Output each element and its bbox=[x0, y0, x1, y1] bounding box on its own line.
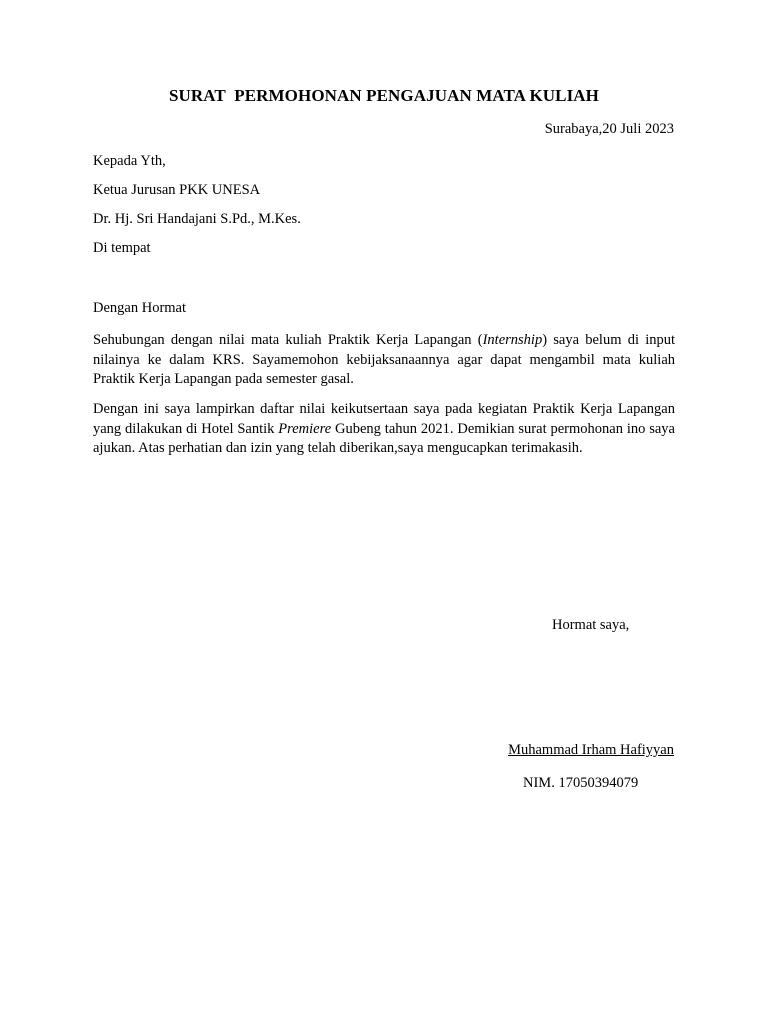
recipient-greeting: Kepada Yth, bbox=[93, 153, 166, 169]
paragraph-2-italic-term: Premiere bbox=[278, 420, 332, 437]
recipient-position: Ketua Jurusan PKK UNESA bbox=[93, 182, 261, 198]
recipient-location: Di tempat bbox=[93, 240, 151, 256]
signer-nim: NIM. 17050394079 bbox=[523, 775, 639, 791]
salutation: Dengan Hormat bbox=[93, 300, 187, 316]
recipient-name: Dr. Hj. Sri Handajani S.Pd., M.Kes. bbox=[93, 211, 301, 227]
paragraph-1-text-start: Sehubungan dengan nilai mata kuliah Praktik Kerja Lapangan ( bbox=[93, 332, 483, 348]
body-paragraph-1 bbox=[93, 331, 675, 390]
letter-title: SURAT PERMOHONAN PENGAJUAN MATA KULIAH bbox=[168, 86, 599, 105]
paragraph-2-text-start: Dengan ini saya lampirkan daftar nilai keikutsertaan saya pada kegiatan Praktik Kerja Lapangan yang dilakukan di Hotel Santik bbox=[93, 401, 675, 437]
place-date: Surabaya,20 Juli 2023 bbox=[544, 121, 674, 137]
body-paragraph-2 bbox=[93, 400, 675, 459]
paragraph-1-text-end: ) saya belum di input nilainya ke dalam KRS. Sayamemohon kebijaksanaannya agar dapat mengambil mata kuliah Praktik Kerja Lapangan pada semester gasal. bbox=[93, 332, 675, 387]
paragraph-2-text-end: Gubeng tahun 2021. Demikian surat permohonan ino saya ajukan. Atas perhatian dan izin yang telah diberikan,saya mengucapkan terimakasih. bbox=[93, 420, 675, 456]
signer-name: Muhammad Irham Hafiyyan bbox=[508, 742, 674, 758]
paragraph-1-italic-term: Internship bbox=[482, 332, 543, 348]
closing-phrase: Hormat saya, bbox=[552, 617, 630, 633]
